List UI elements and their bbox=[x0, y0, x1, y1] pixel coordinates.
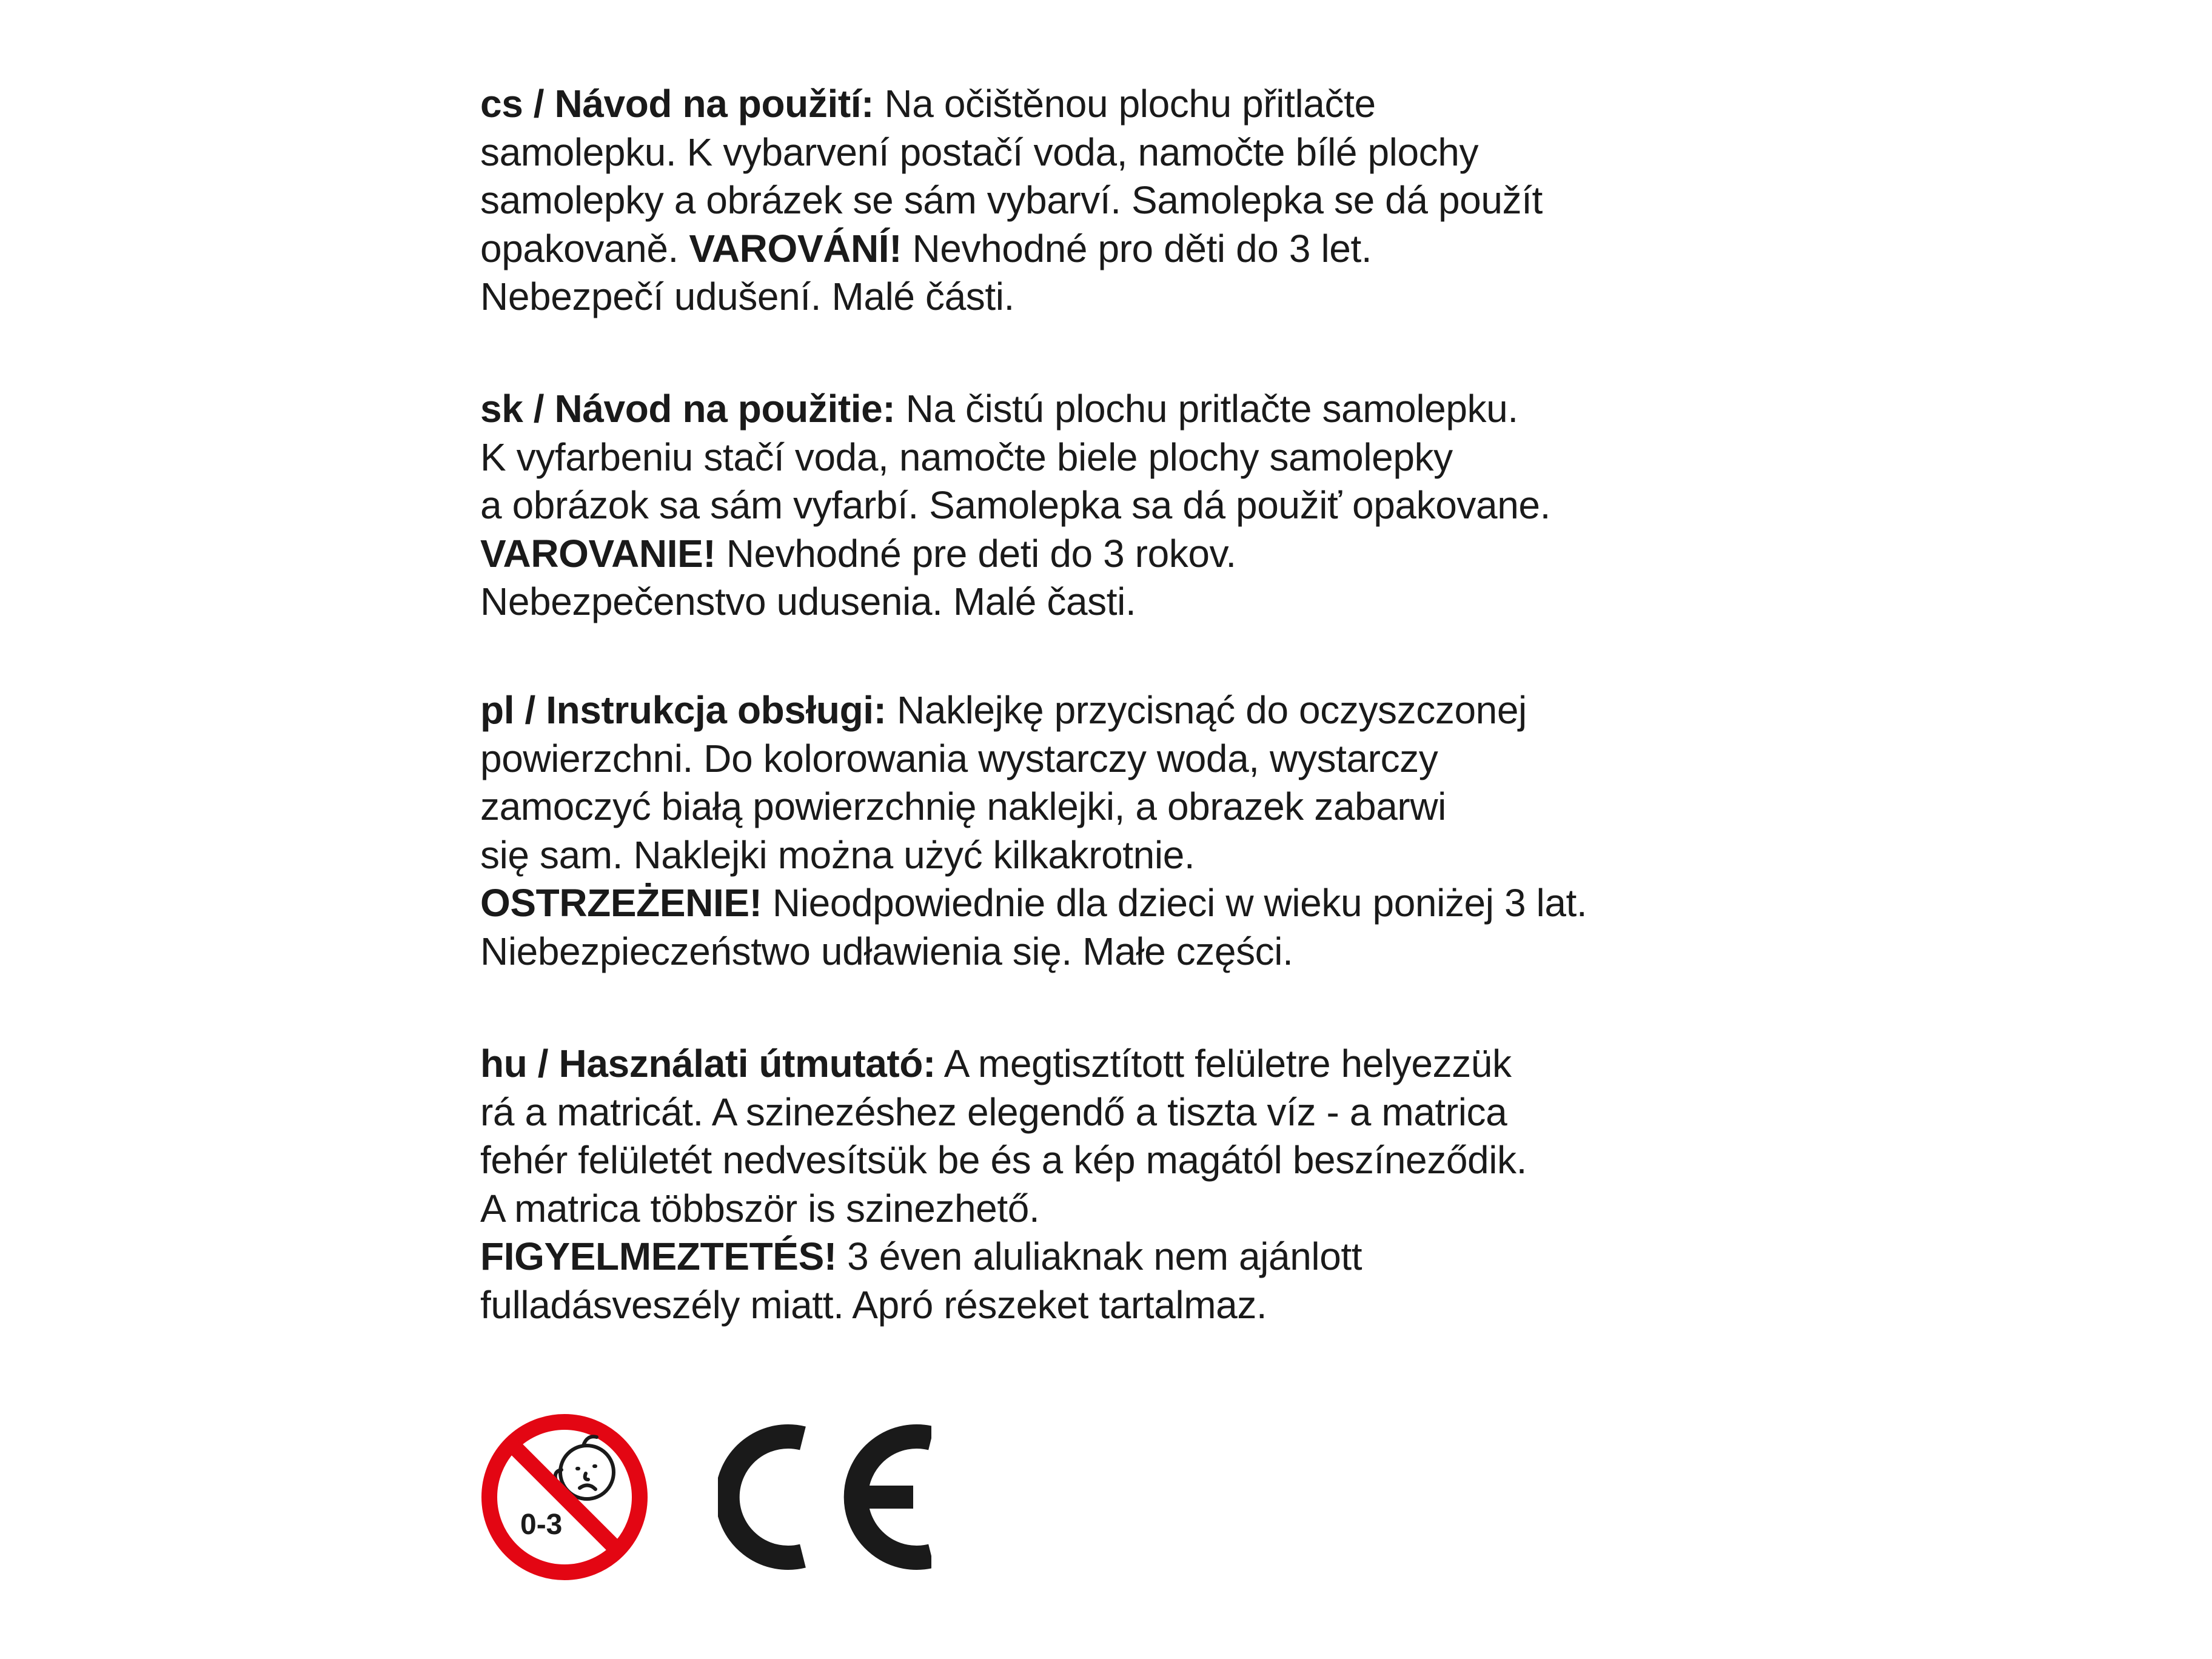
text-line: a obrázok sa sám vyfarbí. Samolepka sa dá použiť opakovane. bbox=[480, 483, 1550, 527]
text-line: zamoczyć białą powierzchnię naklejki, a obrazek zabarwi bbox=[480, 785, 1446, 828]
age-range-label: 0-3 bbox=[520, 1509, 563, 1541]
icon-row bbox=[480, 1413, 1026, 1583]
section-title: cs / Návod na použití: bbox=[480, 82, 874, 126]
text-line: sk / Návod na použitie: Na čistú plochu pritlačte samolepku. bbox=[480, 387, 1518, 431]
warning-label: VAROVÁNÍ! bbox=[689, 226, 902, 270]
text-line: hu / Használati útmutató: A megtisztított felületre helyezzük bbox=[480, 1042, 1512, 1085]
text-line: Nebezpečí udušení. Malé části. bbox=[480, 275, 1014, 318]
section-title: sk / Návod na použitie: bbox=[480, 387, 896, 431]
text-line: powierzchni. Do kolorowania wystarczy woda, wystarczy bbox=[480, 736, 1438, 780]
text-line: Nebezpečenstvo udusenia. Malé časti. bbox=[480, 580, 1136, 623]
text-line: Niebezpieczeństwo udławienia się. Małe części. bbox=[480, 929, 1293, 973]
section-title: pl / Instrukcja obsługi: bbox=[480, 688, 886, 732]
warning-label: OSTRZEŻENIE! bbox=[480, 881, 762, 925]
text-line: opakovaně. VAROVÁNÍ! Nevhodné pro děti do 3 let. bbox=[480, 226, 1372, 270]
text-line: rá a matricát. A szinezéshez elegendő a tiszta víz - a matrica bbox=[480, 1090, 1507, 1134]
text-line: się sam. Naklejki można użyć kilkakrotnie. bbox=[480, 833, 1195, 877]
section-pl bbox=[480, 686, 1587, 976]
warning-label: FIGYELMEZTETÉS! bbox=[480, 1235, 837, 1278]
section-title: hu / Használati útmutató: bbox=[480, 1042, 936, 1085]
text-line: K vyfarbeniu stačí voda, namočte biele plochy samolepky bbox=[480, 435, 1453, 479]
text-line: cs / Návod na použití: Na očištěnou plochu přitlačte bbox=[480, 82, 1376, 126]
text-line: OSTRZEŻENIE! Nieodpowiednie dla dzieci w wieku poniżej 3 lat. bbox=[480, 881, 1587, 925]
text-line: fulladásveszély miatt. Apró részeket tartalmaz. bbox=[480, 1282, 1267, 1327]
text-line: A matrica többször is szinezhető. bbox=[480, 1186, 1040, 1230]
section-hu bbox=[480, 1040, 1527, 1329]
section-sk bbox=[480, 385, 1550, 626]
no-under-3-icon bbox=[480, 1413, 649, 1581]
text-line: VAROVANIE! Nevhodné pre deti do 3 rokov. bbox=[480, 531, 1236, 575]
section-cs bbox=[480, 80, 1543, 321]
warning-label: VAROVANIE! bbox=[480, 531, 716, 575]
text-line: pl / Instrukcja obsługi: Naklejkę przycisnąć do oczyszczonej bbox=[480, 688, 1527, 732]
text-line: FIGYELMEZTETÉS! 3 éven aluliaknak nem ajánlott bbox=[480, 1235, 1362, 1278]
text-line: fehér felületét nedvesítsük be és a kép magától beszíneződik. bbox=[480, 1138, 1527, 1182]
ce-mark-icon bbox=[718, 1423, 931, 1572]
text-line: samolepku. K vybarvení postačí voda, namočte bílé plochy bbox=[480, 130, 1479, 174]
text-line: samolepky a obrázek se sám vybarví. Samolepka se dá použít bbox=[480, 178, 1543, 222]
